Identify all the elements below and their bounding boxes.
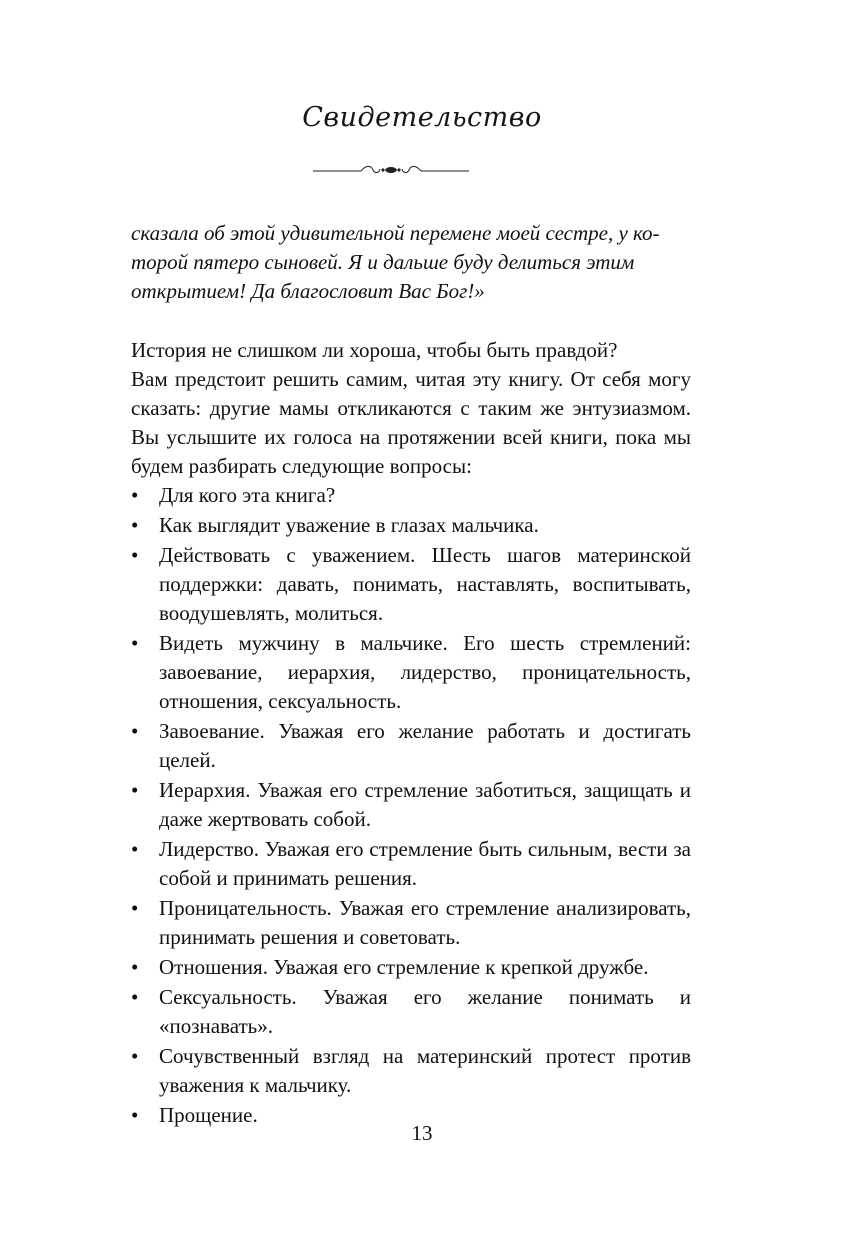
intro-paragraph: Вам предстоит решить самим, читая эту книгу. От себя могу сказать: другие мамы откликаются с таким же энтузиазмом. Вы услышите их голоса на протяжении всей книги, пока мы будем разбирать следующие вопросы: (131, 367, 691, 478)
bullet-icon: • (131, 543, 139, 567)
list-item: • Для кого эта книга? (131, 481, 691, 510)
bullet-icon: • (131, 483, 139, 507)
list-item: • Завоевание. Уважая его желание работать и достигать целей. (131, 719, 691, 772)
list-item: • Проницательность. Уважая его стремление анализировать, принимать решения и советовать. (131, 896, 691, 949)
topics-list (131, 481, 691, 1130)
body-text (131, 219, 691, 1131)
list-item: • Видеть мужчину в мальчике. Его шесть стремлений: завоевание, иерархия, лидерство, проницательность, отношения, сексуальность. (131, 631, 691, 713)
running-head: Свидетельство (302, 102, 542, 133)
list-item: • Действовать с уважением. Шесть шагов материнской поддержки: давать, понимать, наставлять, воспитывать, воодушевлять, молиться. (131, 543, 691, 625)
bullet-icon: • (131, 631, 139, 655)
bullet-icon: • (131, 955, 139, 979)
question-paragraph: История не слишком ли хороша, чтобы быть правдой? (131, 338, 618, 362)
quote-line: открытием! Да благословит Вас Бог!» (131, 279, 485, 303)
bullet-icon: • (131, 513, 139, 537)
ornament-divider (311, 160, 471, 180)
list-item: • Лидерство. Уважая его стремление быть сильным, вести за собой и принимать решения. (131, 837, 691, 890)
quote-paragraph (131, 219, 691, 306)
bullet-icon: • (131, 985, 139, 1009)
bullet-icon: • (131, 1044, 139, 1068)
list-item: • Отношения. Уважая его стремление к крепкой дружбе. (131, 953, 691, 982)
bullet-icon: • (131, 896, 139, 920)
quote-line: торой пятеро сыновей. Я и дальше буду делиться этим (131, 250, 635, 274)
bullet-icon: • (131, 719, 139, 743)
list-item: • Прощение. (131, 1101, 691, 1130)
page-number: 13 (411, 1121, 433, 1145)
list-item: • Иерархия. Уважая его стремление заботиться, защищать и даже жертвовать собой. (131, 778, 691, 831)
bullet-icon: • (131, 778, 139, 802)
bullet-icon: • (131, 1103, 139, 1127)
list-item: • Сексуальность. Уважая его желание понимать и «познавать». (131, 985, 691, 1038)
quote-line: сказала об этой удивительной перемене моей сестре, у ко- (131, 221, 660, 245)
list-item: • Как выглядит уважение в глазах мальчика. (131, 511, 691, 540)
list-item: • Сочувственный взгляд на материнский протест против уважения к мальчику. (131, 1044, 691, 1097)
bullet-icon: • (131, 837, 139, 861)
